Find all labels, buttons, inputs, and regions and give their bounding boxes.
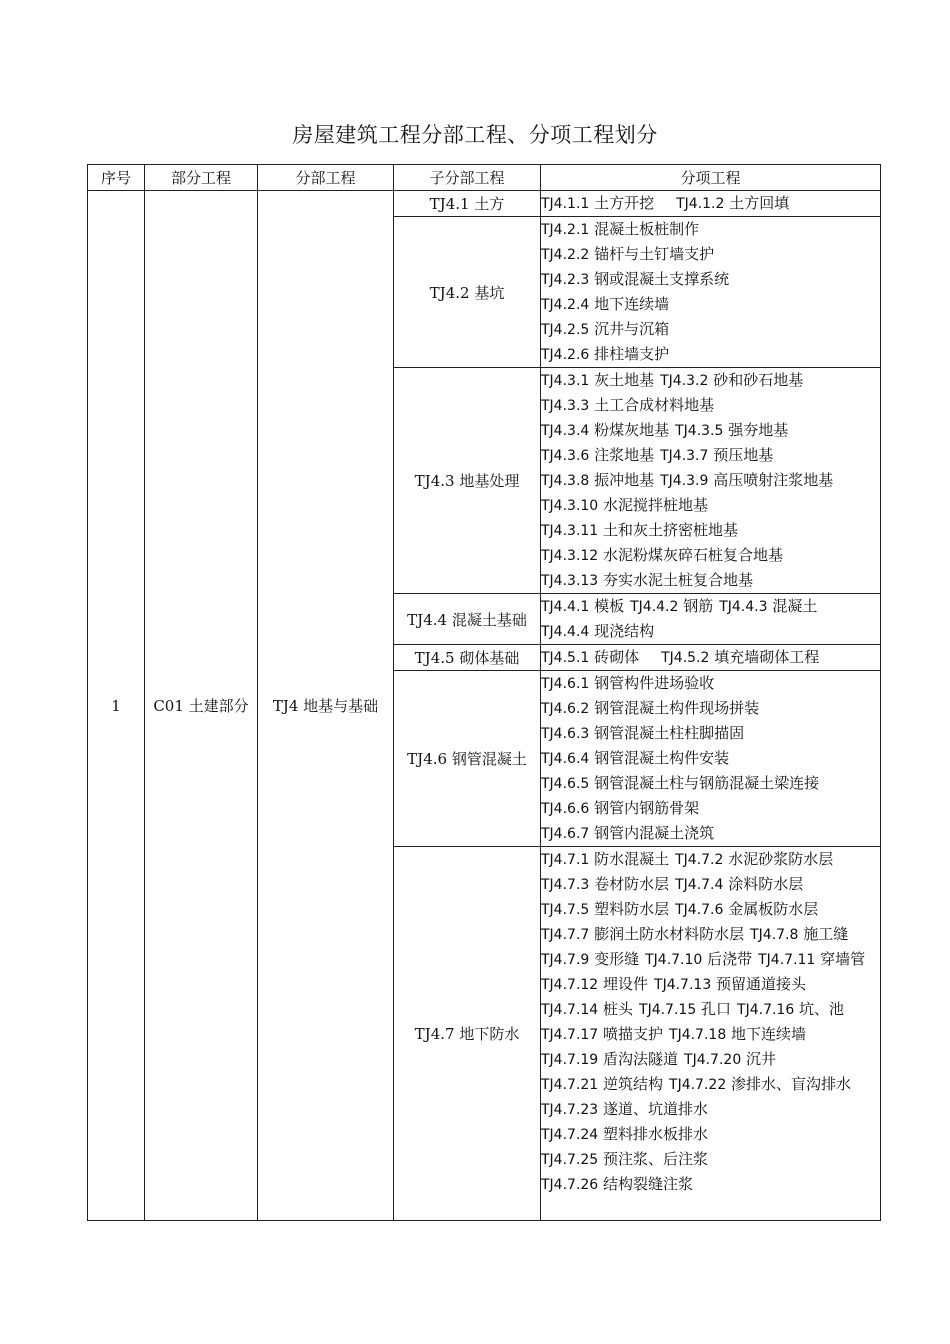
part-cell: C01 土建部分: [145, 191, 258, 1221]
item-code: TJ4.7.8: [750, 927, 799, 943]
item-name: 土和灰土挤密桩地基: [603, 521, 739, 539]
item-name: 孔口: [701, 1000, 732, 1018]
item-line: [541, 242, 880, 267]
item-code: TJ4.7.22: [669, 1077, 727, 1093]
item-line: [541, 671, 880, 696]
item-line: [541, 821, 880, 846]
item-code: TJ4.2.6: [541, 347, 590, 363]
item-code: TJ4.5.1: [541, 650, 590, 666]
item-code: TJ4.3.1: [541, 373, 590, 389]
item-name: 金属板防水层: [728, 900, 819, 918]
item-line: [541, 418, 880, 443]
item-line: [541, 1097, 880, 1122]
item-line: [541, 1022, 880, 1047]
item-name: 埋设件: [603, 975, 649, 993]
item-line: [541, 872, 880, 897]
item-code: TJ4.7.2: [675, 852, 724, 868]
item-code: TJ4.6.1: [541, 676, 590, 692]
header-subdivision: 子分部工程: [394, 165, 541, 191]
item-code: TJ4.3.5: [675, 423, 724, 439]
item-name: 钢管混凝土构件现场拼装: [594, 699, 760, 717]
item-code: TJ4.3.4: [541, 423, 590, 439]
item-name: 地下连续墙: [594, 295, 670, 313]
item-line: [541, 721, 880, 746]
item-line: [541, 393, 880, 418]
item-code: TJ4.7.13: [654, 977, 712, 993]
item-name: 振冲地基: [594, 471, 655, 489]
item-code: TJ4.7.17: [541, 1027, 599, 1043]
item-line: [541, 568, 880, 593]
item-code: TJ4.6.2: [541, 701, 590, 717]
item-name: 排柱墙支护: [594, 345, 670, 363]
item-line: [541, 1147, 880, 1172]
item-line: [541, 543, 880, 568]
item-code: TJ4.7.11: [758, 952, 816, 968]
item-name: 土方开挖: [594, 194, 655, 212]
item-code: TJ4.7.24: [541, 1127, 599, 1143]
item-name: 土工合成材料地基: [594, 396, 715, 414]
item-line: [541, 619, 880, 644]
item-line: [541, 342, 880, 367]
item-name: 钢或混凝土支撑系统: [594, 270, 730, 288]
item-line: [541, 368, 880, 393]
item-name: 钢管混凝土柱与钢筋混凝土梁连接: [594, 774, 820, 792]
item-code: TJ4.7.5: [541, 902, 590, 918]
item-line: [541, 771, 880, 796]
item-code: TJ4.1.2: [676, 196, 725, 212]
item-list: [541, 645, 881, 671]
item-code: TJ4.2.1: [541, 222, 590, 238]
item-line: [541, 594, 880, 619]
item-name: 盾沟法隧道: [603, 1050, 679, 1068]
item-list: [541, 847, 881, 1221]
item-name: 钢管混凝土柱柱脚描固: [594, 724, 745, 742]
item-code: TJ4.6.4: [541, 751, 590, 767]
item-code: TJ4.2.2: [541, 247, 590, 263]
item-code: TJ4.6.6: [541, 801, 590, 817]
item-line: [541, 796, 880, 821]
item-code: TJ4.7.9: [541, 952, 590, 968]
item-code: TJ4.7.3: [541, 877, 590, 893]
item-name: 地下连续墙: [731, 1025, 807, 1043]
subdivision-name: TJ4.1 土方: [394, 191, 541, 217]
item-code: TJ4.7.12: [541, 977, 599, 993]
item-code: TJ4.7.21: [541, 1077, 599, 1093]
item-name: 土方回填: [729, 194, 790, 212]
item-line: [541, 1172, 880, 1197]
item-code: TJ4.7.7: [541, 927, 590, 943]
item-line: [541, 1047, 880, 1072]
item-code: TJ4.7.1: [541, 852, 590, 868]
item-name: 夯实水泥土桩复合地基: [603, 571, 754, 589]
item-code: TJ4.3.8: [541, 473, 590, 489]
item-name: 防水混凝土: [594, 850, 670, 868]
item-name: 砂和砂石地基: [713, 371, 804, 389]
item-code: TJ4.3.9: [660, 473, 709, 489]
item-line: [541, 922, 880, 947]
item-line: [541, 292, 880, 317]
item-line: [541, 191, 880, 216]
item-name: 灰土地基: [594, 371, 655, 389]
item-name: 渗排水、盲沟排水: [731, 1075, 852, 1093]
item-code: TJ4.3.2: [660, 373, 709, 389]
header-seq: 序号: [88, 165, 145, 191]
header-division: 分部工程: [258, 165, 394, 191]
item-name: 水泥搅拌桩地基: [603, 496, 709, 514]
seq-cell: 1: [88, 191, 145, 1221]
item-name: 后浇带: [707, 950, 753, 968]
item-line: [541, 746, 880, 771]
item-name: 钢管混凝土构件安装: [594, 749, 730, 767]
item-name: 坑、池: [799, 1000, 845, 1018]
item-code: TJ4.7.10: [645, 952, 703, 968]
division-cell: TJ4 地基与基础: [258, 191, 394, 1221]
item-code: TJ4.3.7: [660, 448, 709, 464]
item-name: 预注浆、后注浆: [603, 1150, 709, 1168]
item-name: 喷描支护: [603, 1025, 664, 1043]
subdivision-name: TJ4.7 地下防水: [394, 847, 541, 1221]
item-name: 结构裂缝注浆: [603, 1175, 694, 1193]
item-line: [541, 1072, 880, 1097]
item-name: 预压地基: [713, 446, 774, 464]
item-line: [541, 847, 880, 872]
item-code: TJ4.4.1: [541, 599, 590, 615]
item-code: TJ4.3.3: [541, 398, 590, 414]
item-code: TJ4.4.3: [719, 599, 768, 615]
item-name: 高压喷射注浆地基: [713, 471, 834, 489]
item-code: TJ4.3.12: [541, 548, 599, 564]
item-code: TJ4.3.11: [541, 523, 599, 539]
item-name: 涂料防水层: [728, 875, 804, 893]
item-line: [541, 972, 880, 997]
item-name: 沉井: [746, 1050, 777, 1068]
item-code: TJ4.5.2: [661, 650, 710, 666]
item-line: [541, 947, 880, 972]
item-name: 钢管内混凝土浇筑: [594, 824, 715, 842]
item-name: 逆筑结构: [603, 1075, 664, 1093]
item-code: TJ4.7.14: [541, 1002, 599, 1018]
table-row: [88, 191, 881, 217]
item-name: 锚杆与土钉墙支护: [594, 245, 715, 263]
item-name: 沉井与沉箱: [594, 320, 670, 338]
subdivision-name: TJ4.2 基坑: [394, 217, 541, 368]
item-code: TJ4.3.13: [541, 573, 599, 589]
item-name: 砖砌体: [594, 648, 640, 666]
item-code: TJ4.7.16: [737, 1002, 795, 1018]
item-code: TJ4.7.15: [639, 1002, 697, 1018]
item-name: 强夯地基: [728, 421, 789, 439]
item-name: 水泥粉煤灰碎石桩复合地基: [603, 546, 784, 564]
item-name: 预留通道接头: [716, 975, 807, 993]
item-line: [541, 1122, 880, 1147]
item-list: [541, 191, 881, 217]
item-line: [541, 696, 880, 721]
subdivision-name: TJ4.5 砌体基础: [394, 645, 541, 671]
item-code: TJ4.4.2: [630, 599, 679, 615]
item-code: TJ4.6.5: [541, 776, 590, 792]
item-code: TJ4.3.6: [541, 448, 590, 464]
item-name: 变形缝: [594, 950, 640, 968]
item-line: [541, 468, 880, 493]
item-name: 钢管内钢筋骨架: [594, 799, 700, 817]
item-name: 模板: [594, 597, 625, 615]
item-line: [541, 645, 880, 670]
item-code: TJ4.2.4: [541, 297, 590, 313]
subdivision-name: TJ4.4 混凝土基础: [394, 594, 541, 645]
item-name: 遂道、坑道排水: [603, 1100, 709, 1118]
item-code: TJ4.1.1: [541, 196, 590, 212]
item-code: TJ4.3.10: [541, 498, 599, 514]
item-line: [541, 897, 880, 922]
item-code: TJ4.7.26: [541, 1177, 599, 1193]
item-code: TJ4.7.20: [684, 1052, 742, 1068]
subdivision-name: TJ4.6 钢管混凝土: [394, 671, 541, 847]
item-code: TJ4.7.18: [669, 1027, 727, 1043]
item-line: [541, 317, 880, 342]
item-line: [541, 217, 880, 242]
item-code: TJ4.4.4: [541, 624, 590, 640]
item-name: 桩头: [603, 1000, 634, 1018]
item-line: [541, 997, 880, 1022]
item-name: 钢筋: [683, 597, 714, 615]
item-code: TJ4.2.3: [541, 272, 590, 288]
item-name: 混凝土板桩制作: [594, 220, 700, 238]
item-name: 膨润土防水材料防水层: [594, 925, 745, 943]
page-title: 房屋建筑工程分部工程、分项工程划分: [292, 123, 658, 147]
item-name: 注浆地基: [594, 446, 655, 464]
item-code: TJ4.7.23: [541, 1102, 599, 1118]
item-code: TJ4.6.3: [541, 726, 590, 742]
item-code: TJ4.7.4: [675, 877, 724, 893]
item-code: TJ4.7.6: [675, 902, 724, 918]
item-name: 穿墙管: [820, 950, 866, 968]
item-code: TJ4.6.7: [541, 826, 590, 842]
item-code: TJ4.2.5: [541, 322, 590, 338]
item-name: 水泥砂浆防水层: [728, 850, 834, 868]
item-name: 塑料排水板排水: [603, 1125, 709, 1143]
item-list: [541, 217, 881, 368]
item-name: 卷材防水层: [594, 875, 670, 893]
item-line: [541, 493, 880, 518]
item-name: 填充墙砌体工程: [714, 648, 820, 666]
item-name: 塑料防水层: [594, 900, 670, 918]
item-code: TJ4.7.19: [541, 1052, 599, 1068]
item-line: [541, 267, 880, 292]
item-code: TJ4.7.25: [541, 1152, 599, 1168]
item-list: [541, 594, 881, 645]
item-list: [541, 368, 881, 594]
subdivision-name: TJ4.3 地基处理: [394, 368, 541, 594]
item-line: [541, 518, 880, 543]
header-row: [88, 165, 881, 191]
item-name: 现浇结构: [594, 622, 655, 640]
item-name: 粉煤灰地基: [594, 421, 670, 439]
item-name: 混凝土: [772, 597, 818, 615]
item-name: 钢管构件进场验收: [594, 674, 715, 692]
header-part: 部分工程: [145, 165, 258, 191]
item-line: [541, 443, 880, 468]
item-name: 施工缝: [803, 925, 849, 943]
item-list: [541, 671, 881, 847]
division-table: [87, 164, 881, 1221]
header-items: 分项工程: [541, 165, 881, 191]
